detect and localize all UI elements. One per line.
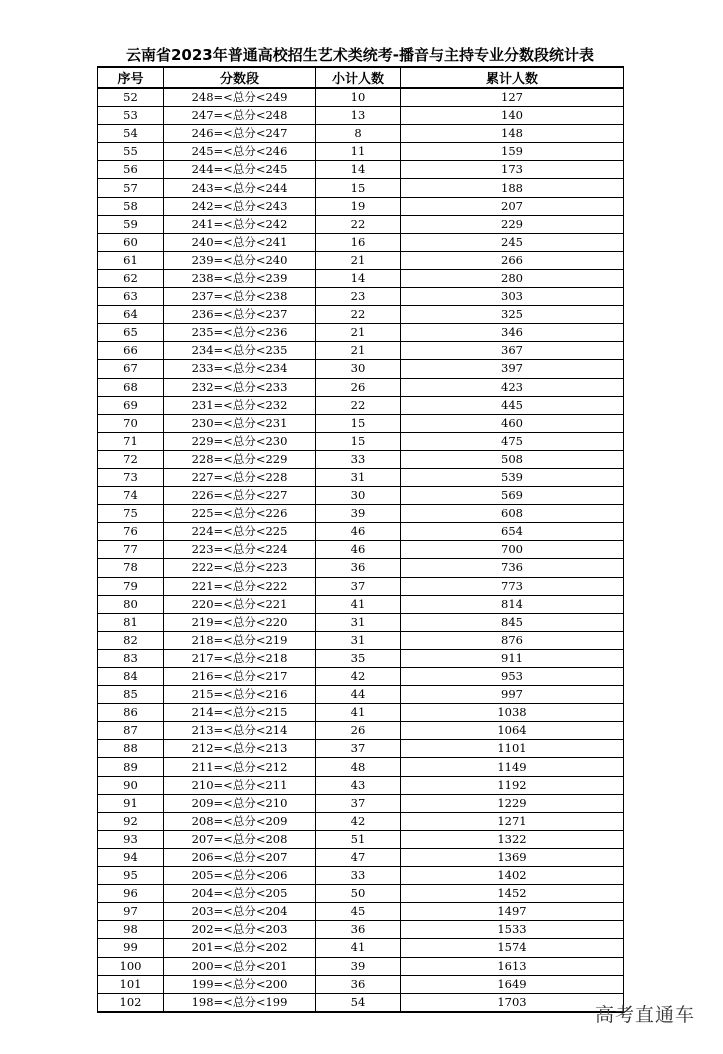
cell-cumulative: 1452 [401,885,624,903]
cell-range: 200=<总分<201 [164,957,316,975]
cell-seq: 99 [98,939,164,957]
cell-seq: 72 [98,450,164,468]
cell-count: 37 [316,794,401,812]
cell-range: 230=<总分<231 [164,414,316,432]
cell-cumulative: 569 [401,487,624,505]
cell-seq: 70 [98,414,164,432]
cell-range: 246=<总分<247 [164,125,316,143]
cell-cumulative: 997 [401,686,624,704]
cell-count: 51 [316,830,401,848]
cell-count: 21 [316,251,401,269]
watermark: 高考直通车 [594,1004,695,1026]
cell-cumulative: 148 [401,125,624,143]
table-row [98,595,624,613]
cell-seq: 76 [98,523,164,541]
cell-cumulative: 266 [401,251,624,269]
cell-range: 240=<总分<241 [164,233,316,251]
table-row [98,197,624,215]
cell-range: 217=<总分<218 [164,649,316,667]
cell-seq: 83 [98,649,164,667]
cell-seq: 60 [98,233,164,251]
cell-range: 202=<总分<203 [164,921,316,939]
cell-count: 35 [316,649,401,667]
cell-count: 45 [316,903,401,921]
cell-seq: 53 [98,107,164,125]
cell-cumulative: 1322 [401,830,624,848]
table-row [98,559,624,577]
table-row [98,179,624,197]
cell-count: 22 [316,215,401,233]
cell-cumulative: 1038 [401,704,624,722]
cell-range: 223=<总分<224 [164,541,316,559]
cell-cumulative: 423 [401,378,624,396]
table-row [98,577,624,595]
table-row [98,848,624,866]
cell-seq: 61 [98,251,164,269]
cell-count: 30 [316,360,401,378]
cell-count: 39 [316,957,401,975]
table-row [98,523,624,541]
cell-seq: 86 [98,704,164,722]
cell-range: 199=<总分<200 [164,975,316,993]
cell-count: 33 [316,867,401,885]
column-header-seq: 序号 [98,67,164,88]
cell-count: 47 [316,848,401,866]
table-row [98,360,624,378]
cell-cumulative: 1402 [401,867,624,885]
table-row [98,740,624,758]
table-row [98,758,624,776]
cell-range: 203=<总分<204 [164,903,316,921]
cell-cumulative: 229 [401,215,624,233]
cell-seq: 79 [98,577,164,595]
cell-seq: 101 [98,975,164,993]
cell-range: 241=<总分<242 [164,215,316,233]
table-row [98,686,624,704]
cell-cumulative: 654 [401,523,624,541]
cell-range: 225=<总分<226 [164,505,316,523]
cell-range: 205=<总分<206 [164,867,316,885]
table-row [98,342,624,360]
cell-cumulative: 1533 [401,921,624,939]
table-row [98,722,624,740]
cell-seq: 100 [98,957,164,975]
cell-cumulative: 280 [401,269,624,287]
cell-count: 14 [316,161,401,179]
cell-range: 214=<总分<215 [164,704,316,722]
cell-seq: 54 [98,125,164,143]
table-header-row [98,67,624,88]
cell-cumulative: 1497 [401,903,624,921]
table-row [98,613,624,631]
cell-range: 216=<总分<217 [164,668,316,686]
cell-cumulative: 1149 [401,758,624,776]
column-header-cumulative: 累计人数 [401,67,624,88]
cell-seq: 89 [98,758,164,776]
cell-cumulative: 608 [401,505,624,523]
cell-range: 236=<总分<237 [164,306,316,324]
cell-range: 237=<总分<238 [164,288,316,306]
cell-count: 23 [316,288,401,306]
table-row [98,830,624,848]
cell-count: 31 [316,631,401,649]
cell-cumulative: 1101 [401,740,624,758]
cell-cumulative: 1064 [401,722,624,740]
cell-count: 50 [316,885,401,903]
cell-range: 234=<总分<235 [164,342,316,360]
table-row [98,668,624,686]
cell-cumulative: 346 [401,324,624,342]
cell-cumulative: 475 [401,432,624,450]
cell-count: 8 [316,125,401,143]
cell-range: 218=<总分<219 [164,631,316,649]
cell-count: 37 [316,740,401,758]
cell-seq: 95 [98,867,164,885]
cell-cumulative: 814 [401,595,624,613]
cell-range: 220=<总分<221 [164,595,316,613]
table-row [98,378,624,396]
cell-count: 16 [316,233,401,251]
table-row [98,649,624,667]
cell-range: 209=<总分<210 [164,794,316,812]
table-row [98,975,624,993]
cell-seq: 71 [98,432,164,450]
cell-count: 13 [316,107,401,125]
cell-range: 233=<总分<234 [164,360,316,378]
cell-range: 248=<总分<249 [164,88,316,107]
cell-seq: 56 [98,161,164,179]
cell-count: 43 [316,776,401,794]
cell-count: 14 [316,269,401,287]
cell-seq: 66 [98,342,164,360]
table-row [98,921,624,939]
cell-cumulative: 245 [401,233,624,251]
cell-count: 22 [316,306,401,324]
table-row [98,450,624,468]
cell-cumulative: 207 [401,197,624,215]
table-row [98,812,624,830]
cell-cumulative: 367 [401,342,624,360]
table-row [98,794,624,812]
cell-seq: 87 [98,722,164,740]
cell-count: 15 [316,432,401,450]
cell-range: 210=<总分<211 [164,776,316,794]
table-row [98,541,624,559]
cell-cumulative: 700 [401,541,624,559]
cell-cumulative: 1271 [401,812,624,830]
cell-cumulative: 140 [401,107,624,125]
cell-range: 229=<总分<230 [164,432,316,450]
cell-seq: 90 [98,776,164,794]
cell-seq: 102 [98,993,164,1012]
cell-range: 221=<总分<222 [164,577,316,595]
cell-count: 41 [316,939,401,957]
cell-cumulative: 173 [401,161,624,179]
table-row [98,414,624,432]
table-row [98,306,624,324]
cell-seq: 58 [98,197,164,215]
cell-cumulative: 159 [401,143,624,161]
cell-range: 212=<总分<213 [164,740,316,758]
cell-seq: 78 [98,559,164,577]
cell-cumulative: 911 [401,649,624,667]
cell-cumulative: 188 [401,179,624,197]
table-row [98,215,624,233]
cell-range: 201=<总分<202 [164,939,316,957]
column-header-count: 小计人数 [316,67,401,88]
table-row [98,704,624,722]
cell-cumulative: 539 [401,468,624,486]
cell-seq: 88 [98,740,164,758]
cell-cumulative: 736 [401,559,624,577]
table-row [98,939,624,957]
cell-seq: 68 [98,378,164,396]
cell-range: 247=<总分<248 [164,107,316,125]
cell-cumulative: 325 [401,306,624,324]
cell-seq: 91 [98,794,164,812]
cell-count: 22 [316,396,401,414]
cell-count: 31 [316,468,401,486]
table-row [98,125,624,143]
cell-count: 33 [316,450,401,468]
cell-count: 36 [316,559,401,577]
cell-count: 30 [316,487,401,505]
cell-seq: 98 [98,921,164,939]
cell-cumulative: 127 [401,88,624,107]
cell-cumulative: 1229 [401,794,624,812]
cell-range: 207=<总分<208 [164,830,316,848]
cell-seq: 62 [98,269,164,287]
table-row [98,776,624,794]
cell-range: 226=<总分<227 [164,487,316,505]
cell-seq: 59 [98,215,164,233]
cell-range: 222=<总分<223 [164,559,316,577]
table-row [98,432,624,450]
cell-range: 208=<总分<209 [164,812,316,830]
cell-seq: 82 [98,631,164,649]
cell-count: 15 [316,414,401,432]
cell-range: 244=<总分<245 [164,161,316,179]
column-header-range: 分数段 [164,67,316,88]
cell-seq: 65 [98,324,164,342]
cell-cumulative: 508 [401,450,624,468]
cell-range: 242=<总分<243 [164,197,316,215]
cell-count: 44 [316,686,401,704]
cell-cumulative: 876 [401,631,624,649]
page-title: 云南省2023年普通高校招生艺术类统考-播音与主持专业分数段统计表 [126,46,594,64]
cell-count: 42 [316,668,401,686]
cell-count: 21 [316,342,401,360]
table-row [98,288,624,306]
cell-range: 213=<总分<214 [164,722,316,740]
table-row [98,885,624,903]
cell-seq: 64 [98,306,164,324]
cell-seq: 74 [98,487,164,505]
cell-seq: 84 [98,668,164,686]
table-row [98,324,624,342]
table-row [98,269,624,287]
cell-cumulative: 1574 [401,939,624,957]
cell-seq: 73 [98,468,164,486]
cell-range: 206=<总分<207 [164,848,316,866]
cell-count: 11 [316,143,401,161]
cell-seq: 93 [98,830,164,848]
cell-count: 19 [316,197,401,215]
table-row [98,396,624,414]
table-row [98,107,624,125]
cell-range: 198=<总分<199 [164,993,316,1012]
cell-cumulative: 773 [401,577,624,595]
table-row [98,468,624,486]
cell-seq: 75 [98,505,164,523]
cell-range: 219=<总分<220 [164,613,316,631]
cell-cumulative: 303 [401,288,624,306]
cell-cumulative: 397 [401,360,624,378]
table-row [98,993,624,1012]
table-row [98,233,624,251]
cell-count: 15 [316,179,401,197]
cell-count: 46 [316,541,401,559]
cell-count: 36 [316,921,401,939]
table-row [98,251,624,269]
cell-count: 48 [316,758,401,776]
cell-seq: 80 [98,595,164,613]
cell-range: 215=<总分<216 [164,686,316,704]
table-row [98,903,624,921]
cell-seq: 85 [98,686,164,704]
cell-cumulative: 1703 [401,993,624,1012]
cell-cumulative: 1192 [401,776,624,794]
cell-cumulative: 845 [401,613,624,631]
cell-range: 228=<总分<229 [164,450,316,468]
cell-seq: 96 [98,885,164,903]
cell-seq: 92 [98,812,164,830]
cell-count: 21 [316,324,401,342]
table-row [98,631,624,649]
table-row [98,487,624,505]
table-body [98,88,624,1012]
cell-seq: 57 [98,179,164,197]
table-row [98,88,624,107]
cell-range: 232=<总分<233 [164,378,316,396]
cell-seq: 69 [98,396,164,414]
score-distribution-table [97,66,624,1013]
cell-seq: 67 [98,360,164,378]
table-row [98,143,624,161]
cell-seq: 63 [98,288,164,306]
cell-cumulative: 445 [401,396,624,414]
cell-range: 235=<总分<236 [164,324,316,342]
cell-count: 36 [316,975,401,993]
cell-count: 54 [316,993,401,1012]
cell-count: 39 [316,505,401,523]
cell-cumulative: 953 [401,668,624,686]
table-row [98,867,624,885]
cell-range: 245=<总分<246 [164,143,316,161]
cell-count: 41 [316,704,401,722]
cell-cumulative: 460 [401,414,624,432]
table-row [98,505,624,523]
cell-count: 31 [316,613,401,631]
table-row [98,161,624,179]
cell-count: 26 [316,722,401,740]
cell-range: 243=<总分<244 [164,179,316,197]
cell-seq: 97 [98,903,164,921]
cell-seq: 52 [98,88,164,107]
cell-seq: 94 [98,848,164,866]
cell-cumulative: 1613 [401,957,624,975]
cell-range: 211=<总分<212 [164,758,316,776]
table-row [98,957,624,975]
cell-count: 41 [316,595,401,613]
cell-cumulative: 1649 [401,975,624,993]
cell-count: 46 [316,523,401,541]
cell-range: 224=<总分<225 [164,523,316,541]
cell-seq: 55 [98,143,164,161]
cell-count: 42 [316,812,401,830]
cell-range: 231=<总分<232 [164,396,316,414]
cell-count: 26 [316,378,401,396]
cell-range: 238=<总分<239 [164,269,316,287]
cell-range: 204=<总分<205 [164,885,316,903]
cell-count: 10 [316,88,401,107]
cell-count: 37 [316,577,401,595]
cell-cumulative: 1369 [401,848,624,866]
cell-range: 239=<总分<240 [164,251,316,269]
cell-range: 227=<总分<228 [164,468,316,486]
cell-seq: 81 [98,613,164,631]
cell-seq: 77 [98,541,164,559]
